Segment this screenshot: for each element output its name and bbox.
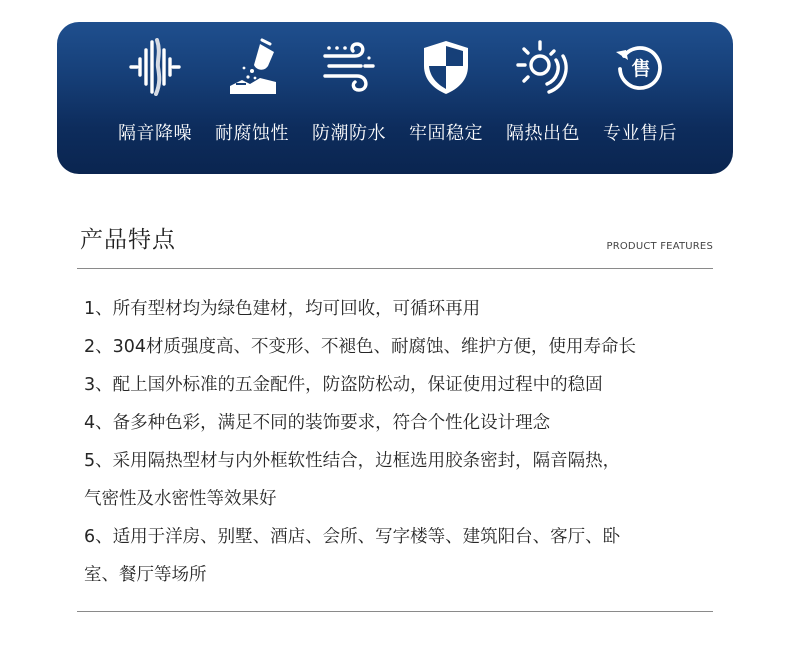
feature-label: 牢固稳定 bbox=[409, 123, 483, 144]
feature-label: 防潮防水 bbox=[312, 123, 386, 144]
section-subtitle: PRODUCT FEATURES bbox=[606, 241, 713, 252]
list-item: 3、配上国外标准的五金配件，防盗防松动，保证使用过程中的稳固 bbox=[84, 375, 603, 395]
divider-top bbox=[77, 268, 713, 269]
list-item: 气密性及水密性等效果好 bbox=[84, 489, 277, 509]
after-sales-icon bbox=[612, 38, 668, 96]
feature-heat-insulation bbox=[493, 22, 593, 174]
wind-water-icon bbox=[321, 38, 377, 96]
list-item: 2、304材质强度高、不变形、不褪色、耐腐蚀、维护方便，使用寿命长 bbox=[84, 337, 637, 357]
feature-points-list bbox=[84, 290, 724, 594]
feature-list bbox=[57, 22, 733, 174]
feature-label: 耐腐蚀性 bbox=[215, 123, 289, 144]
feature-label: 隔热出色 bbox=[506, 123, 580, 144]
feature-label: 专业售后 bbox=[603, 123, 677, 144]
feature-corrosion-resistance bbox=[202, 22, 302, 174]
feature-moisture-proof bbox=[299, 22, 399, 174]
list-item: 4、备多种色彩，满足不同的装饰要求，符合个性化设计理念 bbox=[84, 413, 551, 433]
list-item: 6、适用于洋房、别墅、酒店、会所、写字楼等、建筑阳台、客厅、卧 bbox=[84, 527, 621, 547]
list-item: 5、采用隔热型材与内外框软性结合，边框选用胶条密封，隔音隔热， bbox=[84, 451, 621, 471]
list-item: 1、所有型材均为绿色建材，均可回收，可循环再用 bbox=[84, 299, 481, 319]
acid-corrosion-icon bbox=[224, 38, 280, 96]
divider-bottom bbox=[77, 611, 713, 612]
sun-heat-icon bbox=[515, 38, 571, 96]
feature-after-sales bbox=[590, 22, 690, 174]
shield-icon bbox=[418, 38, 474, 96]
feature-sturdy bbox=[396, 22, 496, 174]
sound-wave-icon bbox=[127, 38, 183, 96]
feature-label: 隔音降噪 bbox=[118, 123, 192, 144]
list-item: 室、餐厅等场所 bbox=[84, 565, 207, 585]
feature-sound-insulation bbox=[105, 22, 205, 174]
after-sales-glyph: 售 bbox=[631, 58, 651, 80]
section-title: 产品特点 bbox=[80, 227, 176, 253]
features-banner bbox=[57, 22, 733, 174]
